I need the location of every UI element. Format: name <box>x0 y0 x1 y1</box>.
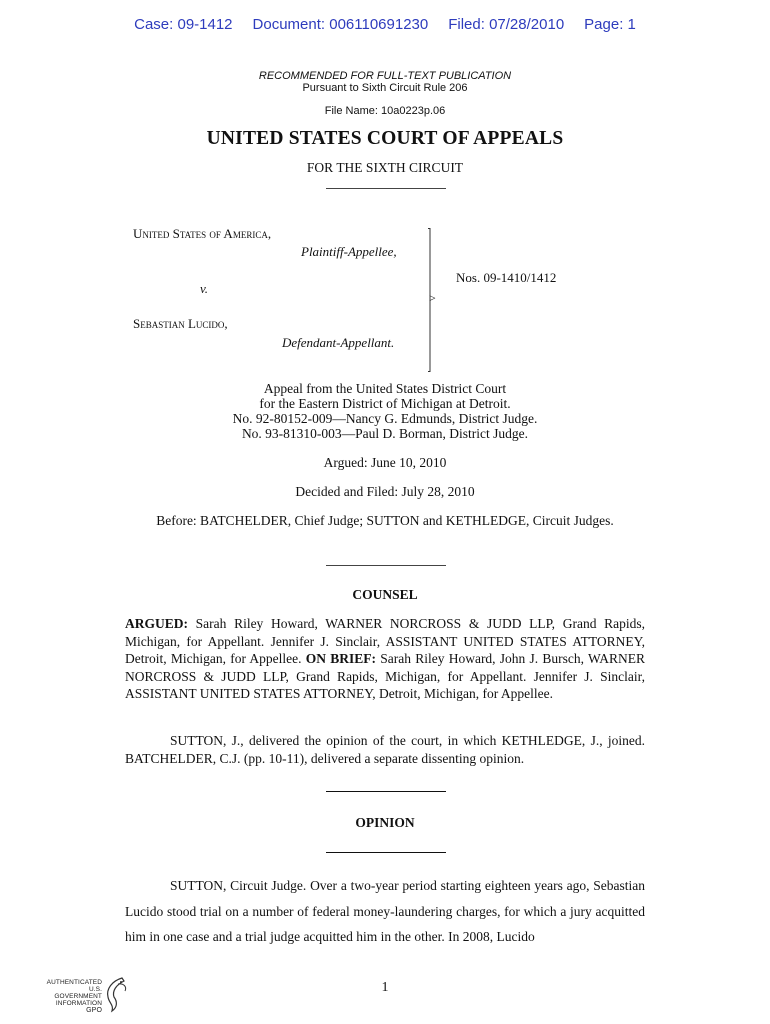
eagle-icon <box>100 975 130 1015</box>
opinion-rule-bottom <box>326 852 446 853</box>
gpo-logo-text <box>40 979 102 1014</box>
counsel-text <box>125 615 645 703</box>
defendant-name: Sebastian Lucido, <box>133 316 228 331</box>
page-indicator: Page: 1 <box>584 16 636 33</box>
plaintiff-name: United States of America, <box>133 226 272 241</box>
delivery-statement: SUTTON, J., delivered the opinion of the court, in which KETHLEDGE, J., joined. BATCHELDER, C.J. (pp. 10-11), delivered a separate dissenting opinion. <box>125 733 645 766</box>
appeal-line-4: No. 93-81310-003—Paul D. Borman, District Judge. <box>241 426 529 441</box>
argued-text: Sarah Riley Howard, WARNER NORCROSS & JUDD LLP, Grand Rapids, Michigan, for Appellant. Jennifer J. Sinclair, ASSISTANT UNITED STATES ATTORNEY, Detroit, Michigan, for Appellee. <box>125 616 645 666</box>
on-brief-text: Sarah Riley Howard, John J. Bursch, WARNER NORCROSS & JUDD LLP, Grand Rapids, Michigan, for Appellant. Jennifer J. Sinclair, ASSISTANT UNITED STATES ATTORNEY, Detroit, Michigan, for Appellee. <box>125 651 646 701</box>
filed-date: Filed: 07/28/2010 <box>448 16 565 33</box>
section-divider <box>326 565 446 566</box>
decided-date: Decided and Filed: July 28, 2010 <box>295 484 475 499</box>
document-number: Document: 006110691230 <box>252 16 429 33</box>
gpo-line-2: U.S. GOVERNMENT <box>54 986 102 1000</box>
opinion-rule-top <box>326 791 446 792</box>
versus: v. <box>200 281 209 296</box>
gpo-line-1: AUTHENTICATED <box>46 979 102 986</box>
on-brief-label: ON BRIEF: <box>305 651 377 666</box>
appeal-info <box>0 381 770 441</box>
panel-judges: Before: BATCHELDER, Chief Judge; SUTTON and KETHLEDGE, Circuit Judges. <box>156 513 614 528</box>
defendant-role: Defendant-Appellant. <box>282 335 395 350</box>
case-number: Case: 09-1412 <box>134 16 233 33</box>
case-numbers: Nos. 09-1410/1412 <box>456 270 557 285</box>
gpo-line-3: INFORMATION <box>55 1000 102 1007</box>
circuit-name: FOR THE SIXTH CIRCUIT <box>306 160 464 175</box>
counsel-heading: COUNSEL <box>352 587 418 602</box>
appeal-line-1: Appeal from the United States District Court <box>263 381 507 396</box>
file-name: File Name: 10a0223p.06 <box>324 105 446 117</box>
gpo-line-4: GPO <box>86 1007 102 1014</box>
opinion-paragraph: SUTTON, Circuit Judge. Over a two-year period starting eighteen years ago, Sebastian Lucido stood trial on a number of federal money-laundering charges, for which a jury acquitted him in one case and a trial judge acquitted him in the other. In 2008, Lucido <box>125 878 645 944</box>
bracket-mark: > <box>429 291 436 305</box>
argued-label: ARGUED: <box>125 616 188 631</box>
publication-recommendation: RECOMMENDED FOR FULL-TEXT PUBLICATION <box>258 70 512 82</box>
title-divider <box>326 188 446 189</box>
page-number: 1 <box>381 980 389 995</box>
publication-rule: Pursuant to Sixth Circuit Rule 206 <box>302 82 468 94</box>
opinion-heading: OPINION <box>355 815 415 830</box>
court-title: UNITED STATES COURT OF APPEALS <box>206 128 564 149</box>
filing-stamp <box>0 16 770 33</box>
argued-date: Argued: June 10, 2010 <box>323 455 447 470</box>
appeal-line-2: for the Eastern District of Michigan at Detroit. <box>259 396 511 411</box>
gpo-authentication-logo <box>40 975 130 1017</box>
appeal-line-3: No. 92-80152-009—Nancy G. Edmunds, District Judge. <box>232 411 538 426</box>
plaintiff-role: Plaintiff-Appellee, <box>301 244 397 259</box>
